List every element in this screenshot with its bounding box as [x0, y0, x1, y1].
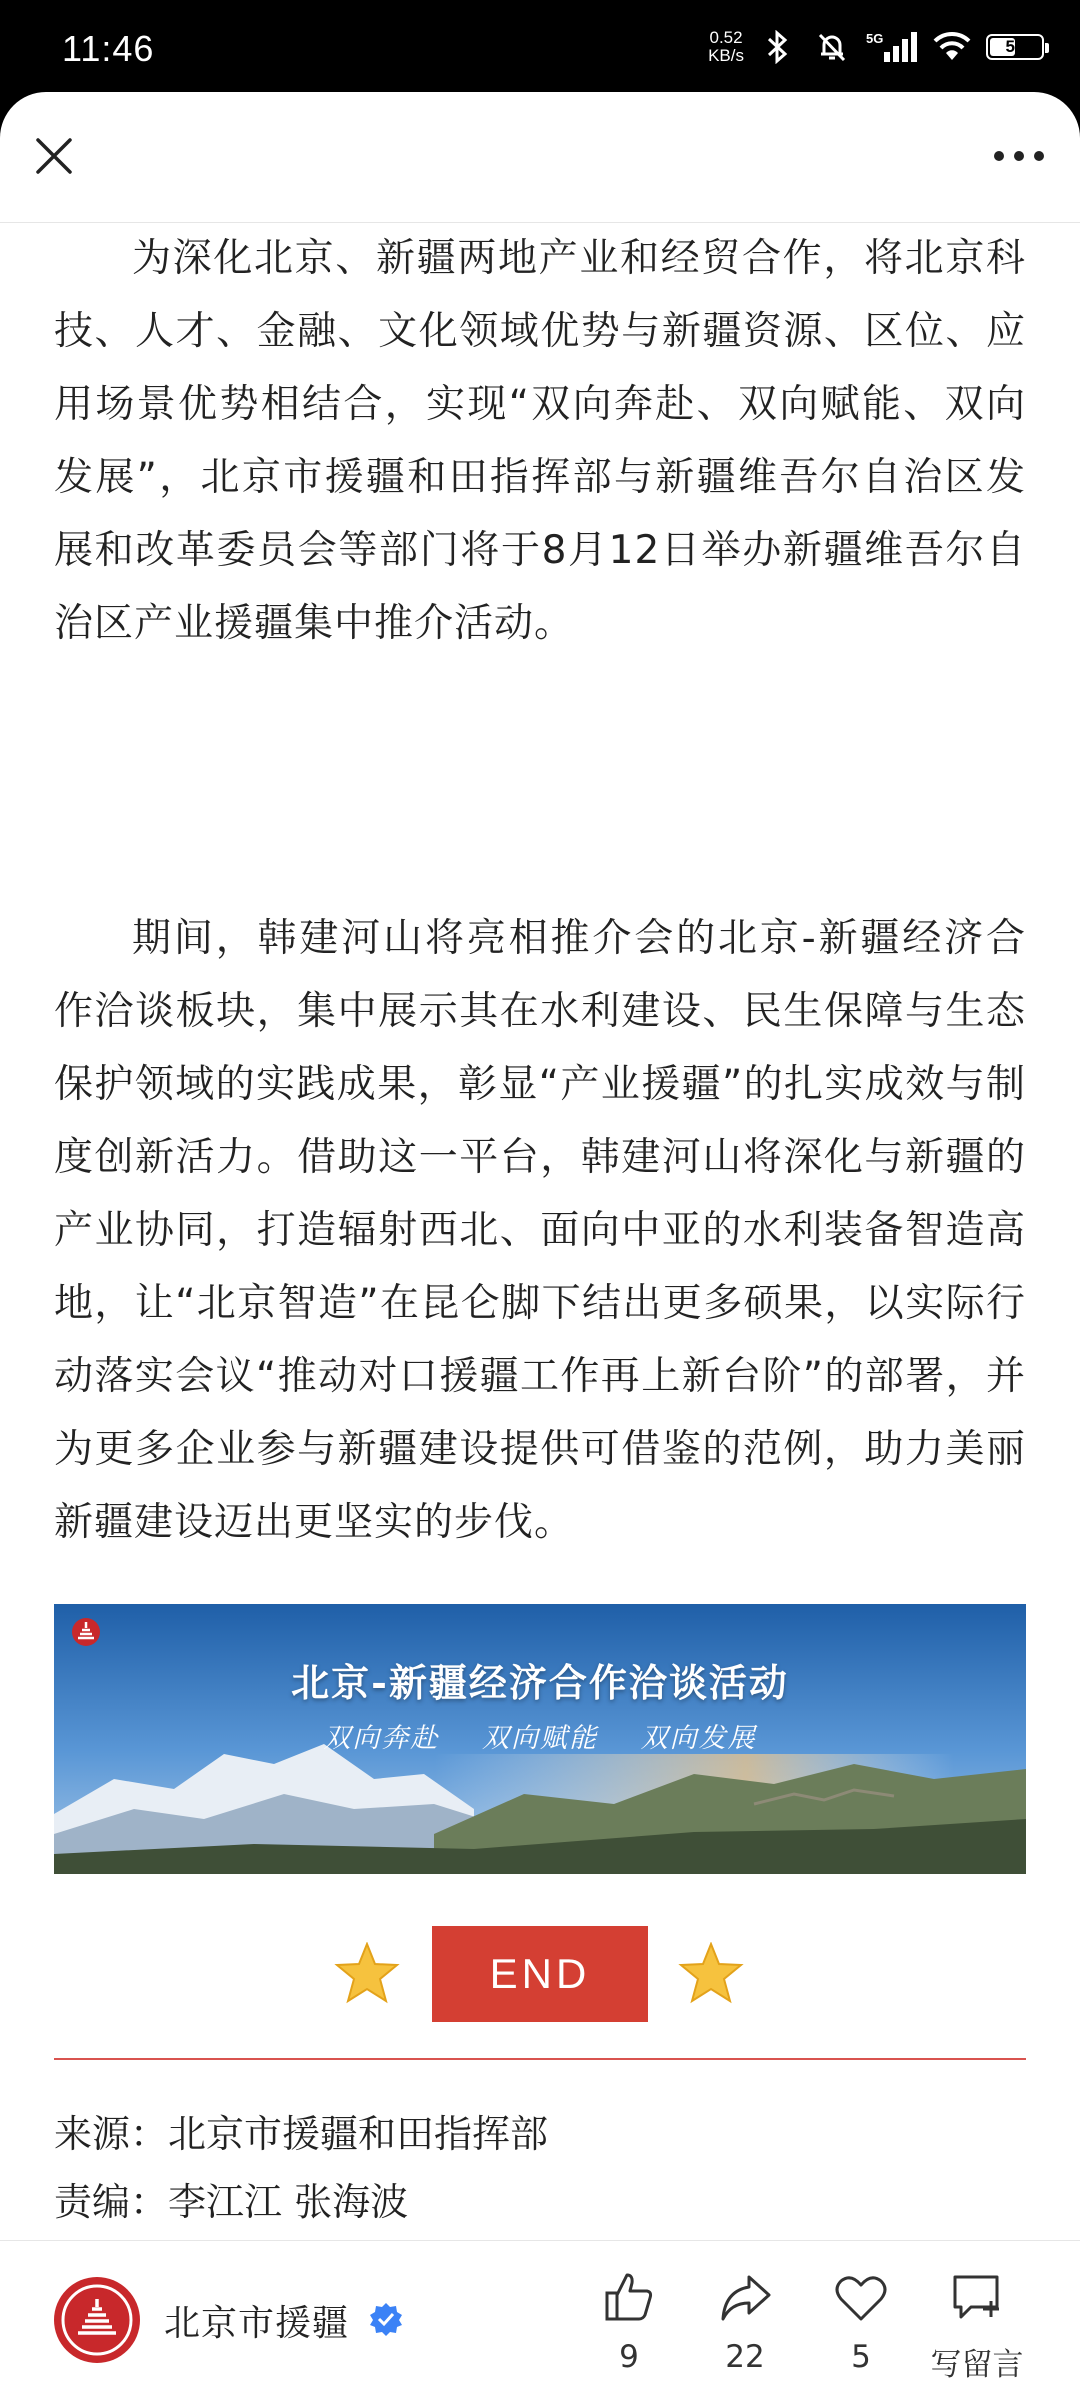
share-arrow-icon: [715, 2267, 775, 2327]
article-sheet: [0, 92, 1080, 2400]
banner-slogans: [54, 1716, 1026, 1755]
wifi-icon: [932, 27, 972, 67]
network-speed-unit: KB/s: [708, 46, 744, 65]
article-credits: [54, 2100, 1026, 2236]
verified-badge-icon: [368, 2301, 404, 2337]
thumbs-up-icon: [599, 2267, 659, 2327]
like-button[interactable]: [574, 2267, 684, 2375]
network-speed: [708, 29, 744, 65]
banner-title: 北京-新疆经济合作洽谈活动: [291, 1660, 789, 1705]
banner-logo-icon: [68, 1616, 104, 1656]
comment-plus-icon: [947, 2267, 1007, 2327]
battery-icon: [986, 34, 1044, 60]
favorite-button[interactable]: [806, 2267, 916, 2375]
battery-level: 50: [1005, 37, 1025, 56]
article-paragraph: 为深化北京、新疆两地产业和经贸合作，将北京科技、人才、金融、文化领域优势与新疆资源、区位、应用场景优势相结合，实现“双向奔赴、双向赋能、双向发展”，北京市援疆和田指挥部与新疆维吾尔自治区发展和改革委员会等部门将于8月12日举办新疆维吾尔自治区产业援疆集中推介活动。: [54, 236, 1026, 646]
star-icon: [334, 1942, 400, 2004]
account-avatar[interactable]: [54, 2277, 140, 2363]
account-logo-icon: [54, 2277, 140, 2363]
bottom-action-bar: [0, 2240, 1080, 2400]
status-icons: [708, 22, 1044, 72]
svg-text:5G: 5G: [866, 31, 884, 46]
status-time: 11:46: [62, 28, 155, 69]
mute-bell-icon: [812, 27, 852, 67]
status-bar: [0, 0, 1080, 92]
end-marker: [0, 1916, 1080, 2016]
star-icon: [678, 1942, 744, 2004]
top-toolbar: [0, 92, 1080, 223]
account-name[interactable]: 北京市援疆: [164, 2303, 350, 2344]
banner-slogan: 双向奔赴: [323, 1723, 440, 1754]
close-button[interactable]: [26, 128, 82, 184]
close-icon: [34, 136, 74, 176]
source-line: 来源：北京市援疆和田指挥部: [54, 2112, 549, 2156]
share-count: 22: [725, 2339, 765, 2375]
heart-icon: [831, 2267, 891, 2327]
network-speed-value: 0.52: [709, 28, 743, 47]
banner-slogan: 双向赋能: [482, 1723, 598, 1754]
more-dots-icon: [993, 150, 1045, 162]
like-count: 9: [619, 2339, 639, 2375]
banner-slogan: 双向发展: [640, 1723, 757, 1754]
more-options-button[interactable]: [984, 128, 1054, 184]
end-label: END: [432, 1926, 648, 2022]
write-comment-button[interactable]: [922, 2267, 1032, 2384]
event-banner-image: [54, 1604, 1026, 1874]
comment-label: 写留言: [930, 2347, 1024, 2383]
editor-line: 责编：李江江 张海波: [54, 2180, 409, 2224]
signal-5g-icon: [866, 27, 918, 67]
article-paragraph: 期间，韩建河山将亮相推介会的北京-新疆经济合作洽谈板块，集中展示其在水利建设、民生保障与生态保护领域的实践成果，彰显“产业援疆”的扎实成效与制度创新活力。借助这一平台，韩建河山将深化与新疆的产业协同，打造辐射西北、面向中亚的水利装备智造高地，让“北京智造”在昆仑脚下结出更多硕果，以实际行动落实会议“推动对口援疆工作再上新台阶”的部署，并为更多企业参与新疆建设提供可借鉴的范例，助力美丽新疆建设迈出更坚实的步伐。: [54, 916, 1026, 1545]
share-button[interactable]: [690, 2267, 800, 2375]
divider-line: [54, 2058, 1026, 2060]
bluetooth-icon: [758, 27, 798, 67]
favorite-count: 5: [851, 2339, 871, 2375]
